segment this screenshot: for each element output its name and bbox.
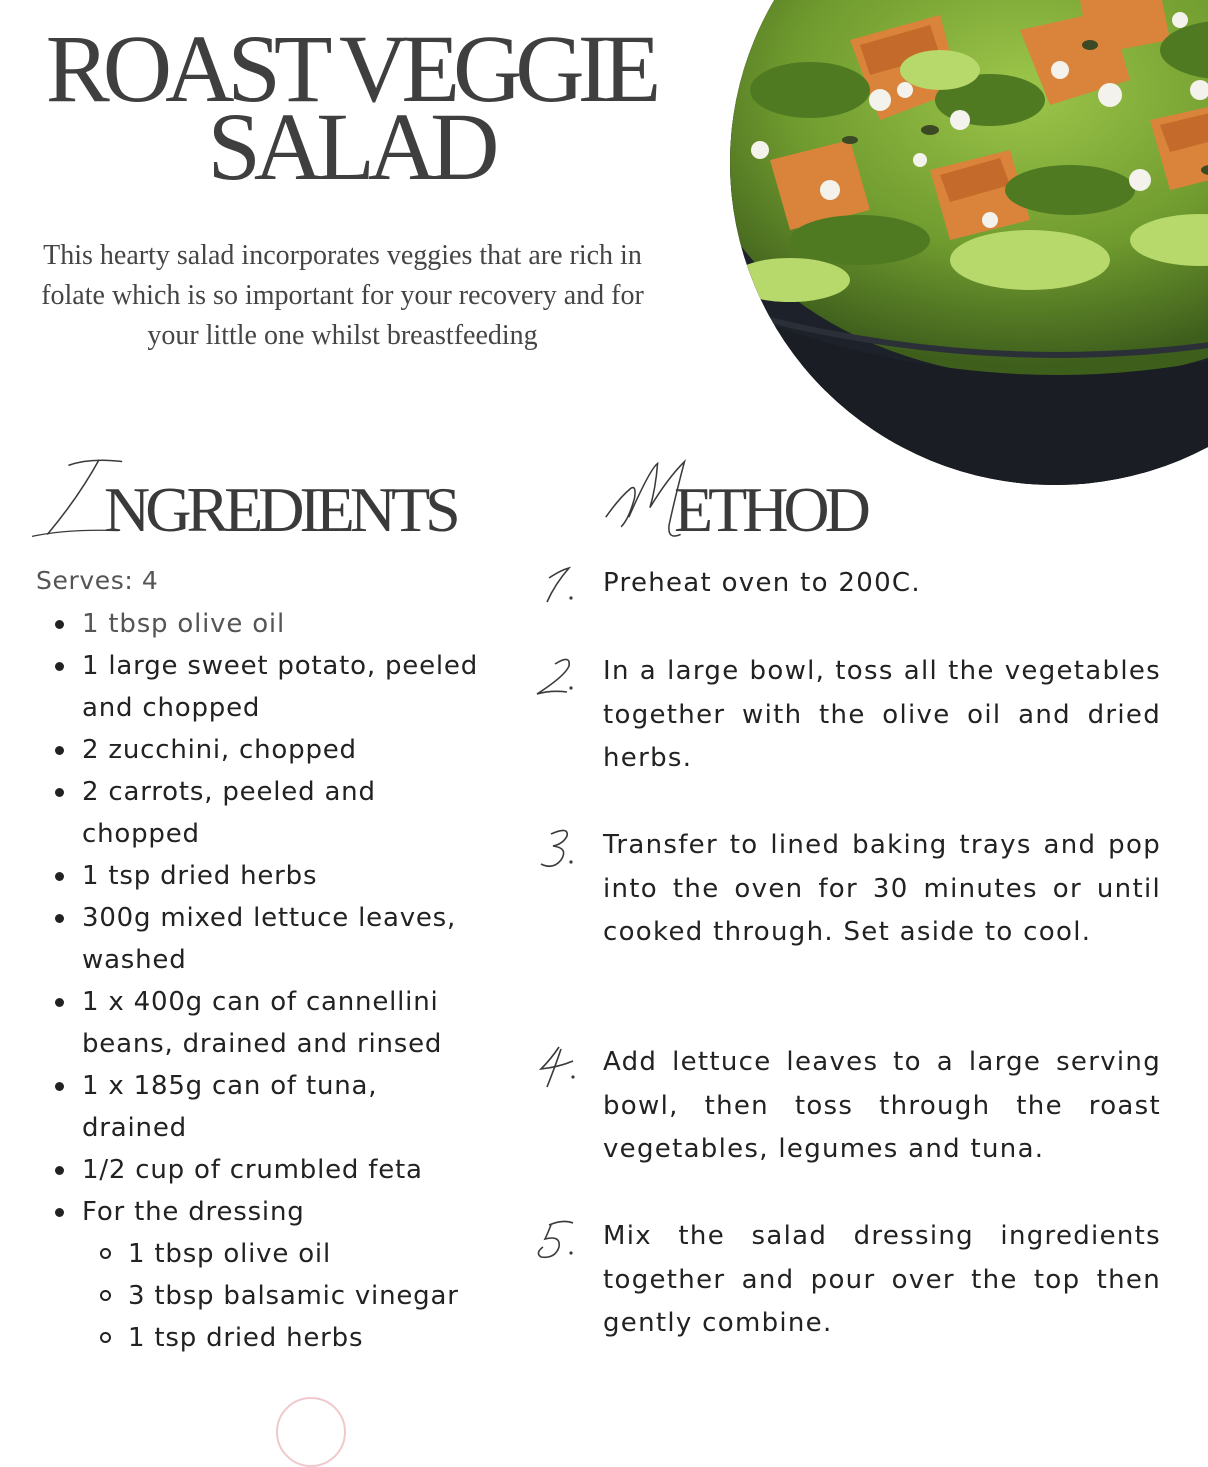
salad-photo	[730, 0, 1208, 485]
step-1-text: Preheat oven to 200C.	[603, 568, 921, 598]
number-5-icon	[525, 1215, 585, 1263]
recipe-title	[0, 15, 700, 200]
ingredients-heading-text: NGREDIENTS	[104, 474, 456, 545]
recipe-intro: This hearty salad incorporates veggies that are rich in folate which is so important for your recovery and for your little one whilst breastfeeding	[41, 240, 644, 351]
step-2-text: In a large bowl, toss all the vegetables together with the olive oil and dried herbs.	[603, 656, 1161, 773]
step-3-text: Transfer to lined baking trays and pop into the oven for 30 minutes or until cooked through. Set aside to cool.	[603, 830, 1161, 947]
number-4-icon	[525, 1041, 585, 1089]
method-heading-text: ETHOD	[674, 474, 866, 545]
number-2-icon	[525, 650, 585, 698]
dressing-item: 1 tbsp olive oil	[82, 1233, 490, 1275]
decorative-ring-icon	[276, 1397, 346, 1467]
title-line-1: ROAST VEGGIE	[45, 15, 655, 122]
dressing-sublist	[82, 1233, 490, 1359]
number-1-icon	[525, 562, 585, 610]
ingredient-item: 2 carrots, peeled and chopped	[50, 771, 490, 855]
serves-label: Serves: 4	[36, 566, 159, 595]
ingredient-item: 1/2 cup of crumbled feta	[50, 1149, 490, 1191]
step-5-text: Mix the salad dressing ingredients together and pour over the top then gently combine.	[603, 1221, 1161, 1338]
title-line-2: SALAD	[207, 93, 493, 200]
ingredients-list	[50, 603, 490, 1359]
ingredient-item-dressing	[50, 1191, 490, 1359]
ingredients-heading	[30, 456, 456, 546]
number-3-icon	[525, 824, 585, 872]
step-4-text: Add lettuce leaves to a large serving bowl, then toss through the roast vegetables, legumes and tuna.	[603, 1047, 1161, 1164]
dressing-label: For the dressing	[82, 1197, 305, 1227]
ingredient-item: 1 tsp dried herbs	[50, 855, 490, 897]
dressing-item: 3 tbsp balsamic vinegar	[82, 1275, 490, 1317]
ingredient-item: 1 tbsp olive oil	[50, 603, 490, 645]
ingredient-item: 1 large sweet potato, peeled and chopped	[50, 645, 490, 729]
ingredient-item: 2 zucchini, chopped	[50, 729, 490, 771]
method-heading	[600, 456, 866, 546]
dressing-item: 1 tsp dried herbs	[82, 1317, 490, 1359]
ingredient-item: 300g mixed lettuce leaves, washed	[50, 897, 490, 981]
ingredient-item: 1 x 400g can of cannellini beans, drained and rinsed	[50, 981, 490, 1065]
ingredient-item: 1 x 185g can of tuna, drained	[50, 1065, 490, 1149]
